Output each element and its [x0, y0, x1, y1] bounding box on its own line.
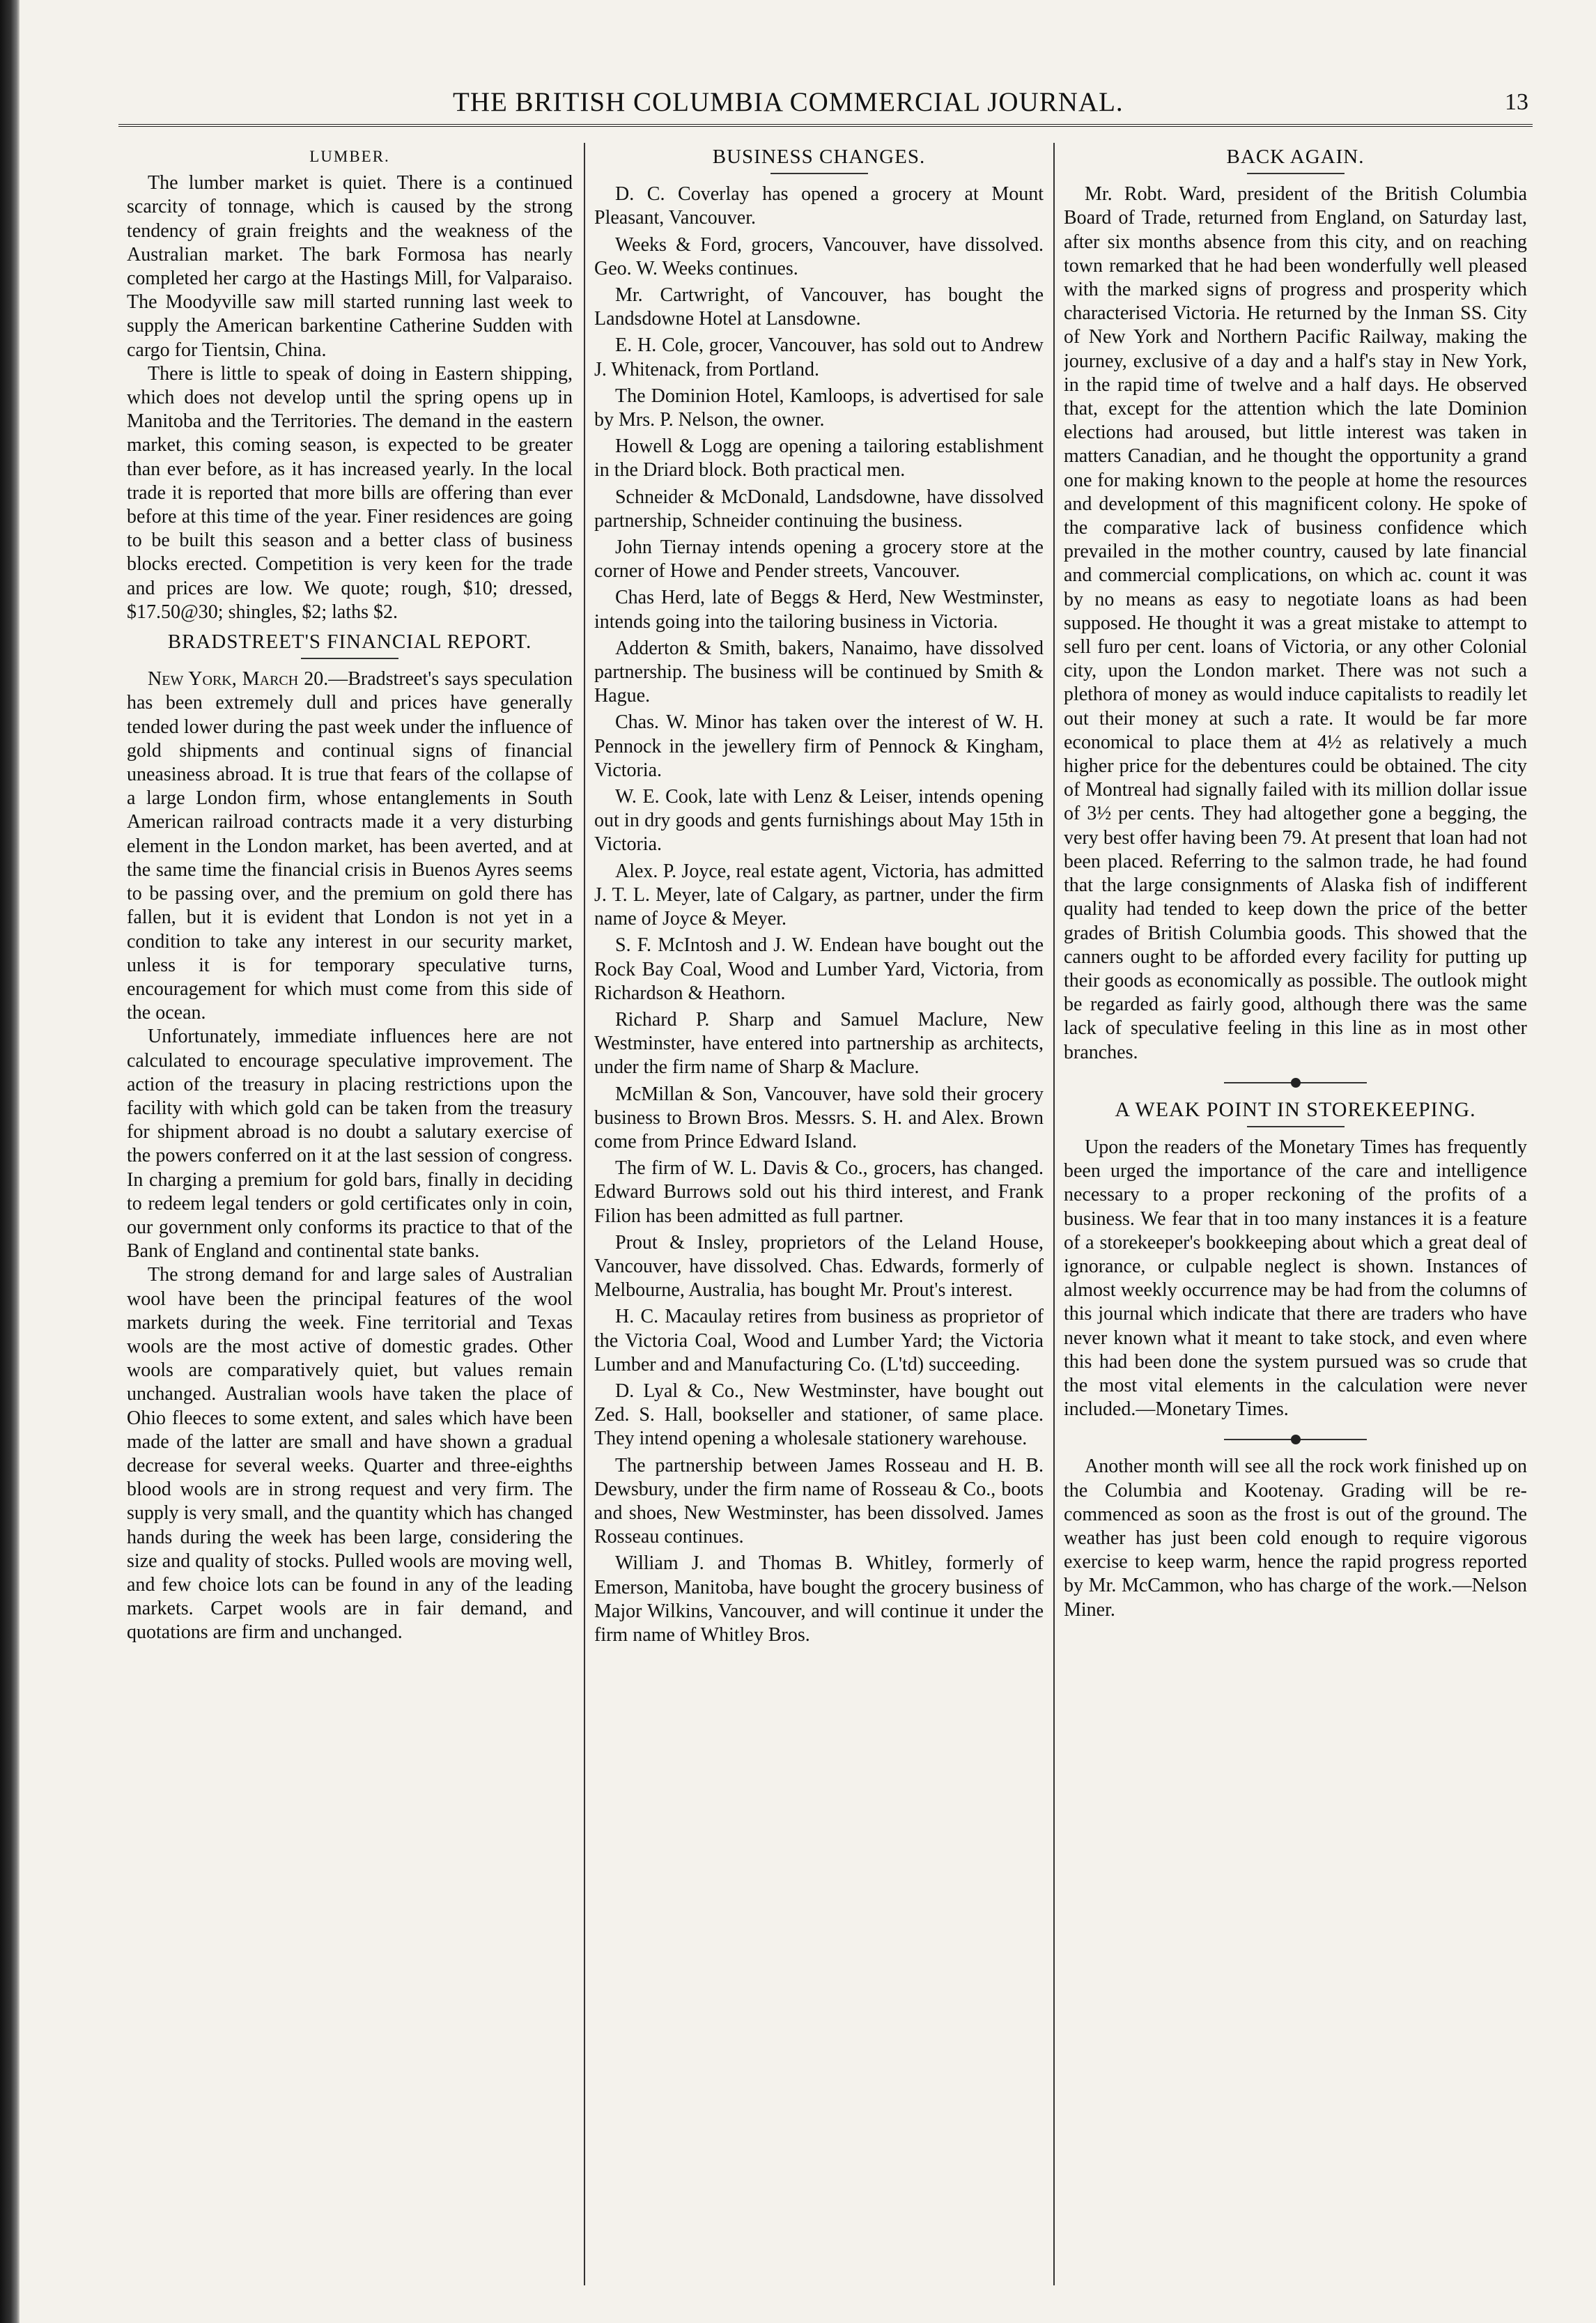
column-rule-1 — [584, 143, 585, 2285]
business-item: Chas. W. Minor has taken over the interest of W. H. Pennock in the jewellery firm of Pennock & Kingham, Victoria. — [594, 711, 1044, 781]
lumber-paragraph: There is little to speak of doing in Eastern shipping, which does not develop until the spring opens up in Manitoba and the Territories. The demand in the eastern market, this coming season, is expected to be greater than ever before, as it has increased yearly. In the local trade it is reported that more bills are offering than ever before at this time of the year. Finer residences are going to be built this season and a better class of business blocks erected. Competition is very keen for the trade and prices are low. We quote; rough, $10; dressed, $17.50@30; shingles, $2; laths $2. — [127, 362, 573, 623]
journal-title: THE BRITISH COLUMBIA COMMERCIAL JOURNAL. — [453, 87, 1124, 117]
business-item: Adderton & Smith, bakers, Nanaimo, have dissolved partnership. The business will be continued by Smith & Hague. — [594, 637, 1044, 707]
business-item: S. F. McIntosh and J. W. Endean have bought out the Rock Bay Coal, Wood and Lumber Yard, Victoria, from Richardson & Heathorn. — [594, 934, 1044, 1004]
business-item: W. E. Cook, late with Lenz & Leiser, intends opening out in dry goods and gents furnishings about May 15th in Victoria. — [594, 786, 1044, 856]
business-item: Chas Herd, late of Beggs & Herd, New Westminster, intends going into the tailoring business in Victoria. — [594, 587, 1044, 633]
column-rule-2 — [1053, 143, 1055, 2285]
business-item: D. Lyal & Co., New Westminster, have bought out Zed. S. Hall, bookseller and stationer, of same place. They intend opening a wholesale stationery warehouse. — [594, 1380, 1044, 1450]
section-ornament — [1064, 1434, 1527, 1445]
section-ornament — [1064, 1077, 1527, 1088]
column-back-again — [1064, 145, 1527, 2284]
business-item: Mr. Cartwright, of Vancouver, has bought the Landsdowne Hotel at Lansdowne. — [594, 284, 1044, 330]
bradstreet-paragraph: Unfortunately, immediate influences here are not calculated to encourage speculative improvement. The action of the treasury in placing restrictions upon the facility with which gold can be taken from the treasury for shipment abroad is no doubt a salutary exercise of the powers conferred on it at the last session of congress. In charging a premium for gold bars, finally in deciding to redeem legal tenders or gold certificates only in coin, our government only conforms its practice to that of the Bank of England and continental state banks. — [127, 1026, 573, 1263]
business-item: William J. and Thomas B. Whitley, formerly of Emerson, Manitoba, have bought the grocery business of Major Wilkins, Vancouver, and will continue it under the firm name of Whitley Bros. — [594, 1552, 1044, 1646]
business-item: D. C. Coverlay has opened a grocery at Mount Pleasant, Vancouver. — [594, 183, 1044, 229]
business-item: The firm of W. L. Davis & Co., grocers, has changed. Edward Burrows sold out his third interest, and Frank Filion has been admitted as full partner. — [594, 1157, 1044, 1227]
business-item: The Dominion Hotel, Kamloops, is advertised for sale by Mrs. P. Nelson, the owner. — [594, 385, 1044, 431]
nelson-miner-paragraph: Another month will see all the rock work finished up on the Columbia and Kootenay. Grading will be re-commenced as soon as the frost is out of the ground. The weather has just been cold enough to require vigorous exercise to keep warm, hence the rapid progress reported by Mr. McCammon, who has charge of the work.—Nelson Miner. — [1064, 1456, 1527, 1621]
business-changes-heading: BUSINESS CHANGES. — [712, 146, 926, 168]
lumber-heading: LUMBER. — [309, 148, 390, 165]
binding-edge — [0, 0, 20, 2323]
weak-point-paragraph: Upon the readers of the Monetary Times has frequently been urged the importance of the care and intelligence necessary to a proper reckoning of the profits of a business. We fear that in too many instances it is a feature of a storekeeper's bookkeeping about which a great deal of ignorance, or culpable neglect is shown. Instances of almost weekly occurrence may be had from the columns of this journal which indicate that there are traders who have never known what it meant to take stock, and even where this had been done the system pursued was so crude that the most vital elements in the calculation were never included.—Monetary Times. — [1064, 1136, 1527, 1421]
heading-rule — [770, 173, 868, 174]
business-item: E. H. Cole, grocer, Vancouver, has sold out to Andrew J. Whitenack, from Portland. — [594, 334, 1044, 380]
column-lumber-bradstreet — [127, 145, 573, 2284]
column-business-changes — [594, 145, 1044, 2284]
business-item: John Tiernay intends opening a grocery store at the corner of Howe and Pender streets, Vancouver. — [594, 537, 1044, 582]
business-item: Richard P. Sharp and Samuel Maclure, New Westminster, have entered into partnership as architects, under the firm name of Sharp & Maclure. — [594, 1008, 1044, 1079]
business-item: H. C. Macaulay retires from business as proprietor of the Victoria Coal, Wood and Lumber Yard; the Victoria Lumber and and Manufacturing Co. (L'td) succeeding. — [594, 1306, 1044, 1375]
heading-rule — [1247, 173, 1345, 174]
business-item: Weeks & Ford, grocers, Vancouver, have dissolved. Geo. W. Weeks continues. — [594, 233, 1044, 279]
back-again-paragraph: Mr. Robt. Ward, president of the British Columbia Board of Trade, returned from England, on Saturday last, after six months absence from this city, and on reaching town remarked that he had been wonderfully well pleased with the marked signs of progress and prosperity which characterised Victoria. He returned by the Inman SS. City of New York and Northern Pacific Railway, making the journey, exclusive of a day and a half's stay in New York, in the rapid time of twelve and a half days. He observed that, except for the attention which the late Dominion elections had aroused, but little interest was taken in matters Canadian, and he thought the opportunity a grand one for making known to the people at home the resources and development of this magnificent colony. He spoke of the comparative lack of business confidence which prevailed in the mother country, caused by late financial and commercial complications, on which ac. count it was by no means as easy to negotiate loans as had been supposed. He thought it was a great mistake to attempt to sell furo per cent. loans of Victoria, or any other Colonial city, upon the London market. There was not such a plethora of money as would induce capitalists to readily let out their money at such a rate. It would be far more economical to place them at 4½ as relatively a much higher price for the debentures could be obtained. The city of Montreal had signally failed with its million dollar issue of 3½ per cents. They had altogether gone a begging, the very best offer having been 79. At present that loan had not been placed. Referring to the salmon trade, he had found that the large consignments of Alaska fish of indifferent quality had tended to keep down the price of the better grades of British Columbia goods. This showed that the canners ought to be afforded every facility for putting up their goods as economically as possible. The outlook might be regarded as fairly good, although there was the same lack of speculative feeling in this line as in most other branches. — [1064, 183, 1527, 1063]
page-number: 13 — [1505, 89, 1528, 115]
bradstreet-paragraph: The strong demand for and large sales of Australian wool have been the principal features of the wool markets during the week. Fine territorial and Texas wools are the most active of domestic grades. Other wools are comparatively quiet, but values remain unchanged. Australian wools have taken the place of Ohio fleeces to some extent, and sales which have been made of the latter are small and have shown a gradual decrease for several weeks. Quarter and three-eighths blood wools are in strong request and very firm. The supply is very small, and the quantity which has changed hands during the week has been large, considering the size and quality of stocks. Pulled wools are moving well, and few choice lots can be found in any of the leading markets. Carpet wools are in fair demand, and quotations are firm and unchanged. — [127, 1264, 573, 1644]
business-item: Howell & Logg are opening a tailoring establishment in the Driard block. Both practical men. — [594, 435, 1044, 481]
bradstreet-paragraph — [127, 667, 573, 1025]
heading-rule — [301, 658, 398, 659]
weak-point-heading: A WEAK POINT IN STOREKEEPING. — [1115, 1097, 1476, 1121]
lumber-paragraph: The lumber market is quiet. There is a continued scarcity of tonnage, which is caused by the strong tendency of grain freights and the weakness of the Australian market. The bark Formosa has nearly completed her cargo at the Hastings Mill, for Valparaiso. The Moodyville saw mill started running last week to supply the American barkentine Catherine Sudden with cargo for Tientsin, China. — [127, 172, 573, 361]
page-header — [118, 82, 1533, 127]
bradstreet-text: —Bradstreet's says speculation has been extremely dull and prices have generally tended lower during the past week under the influence of gold shipments and continual signs of financial uneasiness abroad. It is true that fears of the collapse of a large London firm, whose entanglements in South American railroad contracts made it a very disturbing element in the London market, has been averted, and at the same time the financial crisis in Buenos Ayres seems to be passing over, and the premium on gold there has fallen, but it is evident that London is not yet in a condition to take any interest in our security market, unless it is for temporary speculative turns, encouragement for which must come from this side of the ocean. — [127, 668, 573, 1024]
heading-rule — [1247, 1126, 1345, 1127]
back-again-heading: BACK AGAIN. — [1226, 146, 1365, 168]
dateline: New York, March 20. — [148, 668, 329, 690]
business-item: McMillan & Son, Vancouver, have sold their grocery business to Brown Bros. Messrs. S. H. and Alex. Brown come from Prince Edward Island. — [594, 1083, 1044, 1152]
business-item: Prout & Insley, proprietors of the Leland House, Vancouver, have dissolved. Chas. Edwards, formerly of Melbourne, Australia, has bought Mr. Prout's interest. — [594, 1231, 1044, 1302]
business-item: Alex. P. Joyce, real estate agent, Victoria, has admitted J. T. L. Meyer, late of Calgary, as partner, under the firm name of Joyce & Meyer. — [594, 860, 1044, 930]
business-item: Schneider & McDonald, Landsdowne, have dissolved partnership, Schneider continuing the business. — [594, 486, 1044, 532]
business-item: The partnership between James Rosseau and H. B. Dewsbury, under the firm name of Rosseau & Co., boots and shoes, New Westminster, has been dissolved. James Rosseau continues. — [594, 1454, 1044, 1548]
bradstreet-heading: BRADSTREET'S FINANCIAL REPORT. — [167, 631, 532, 654]
